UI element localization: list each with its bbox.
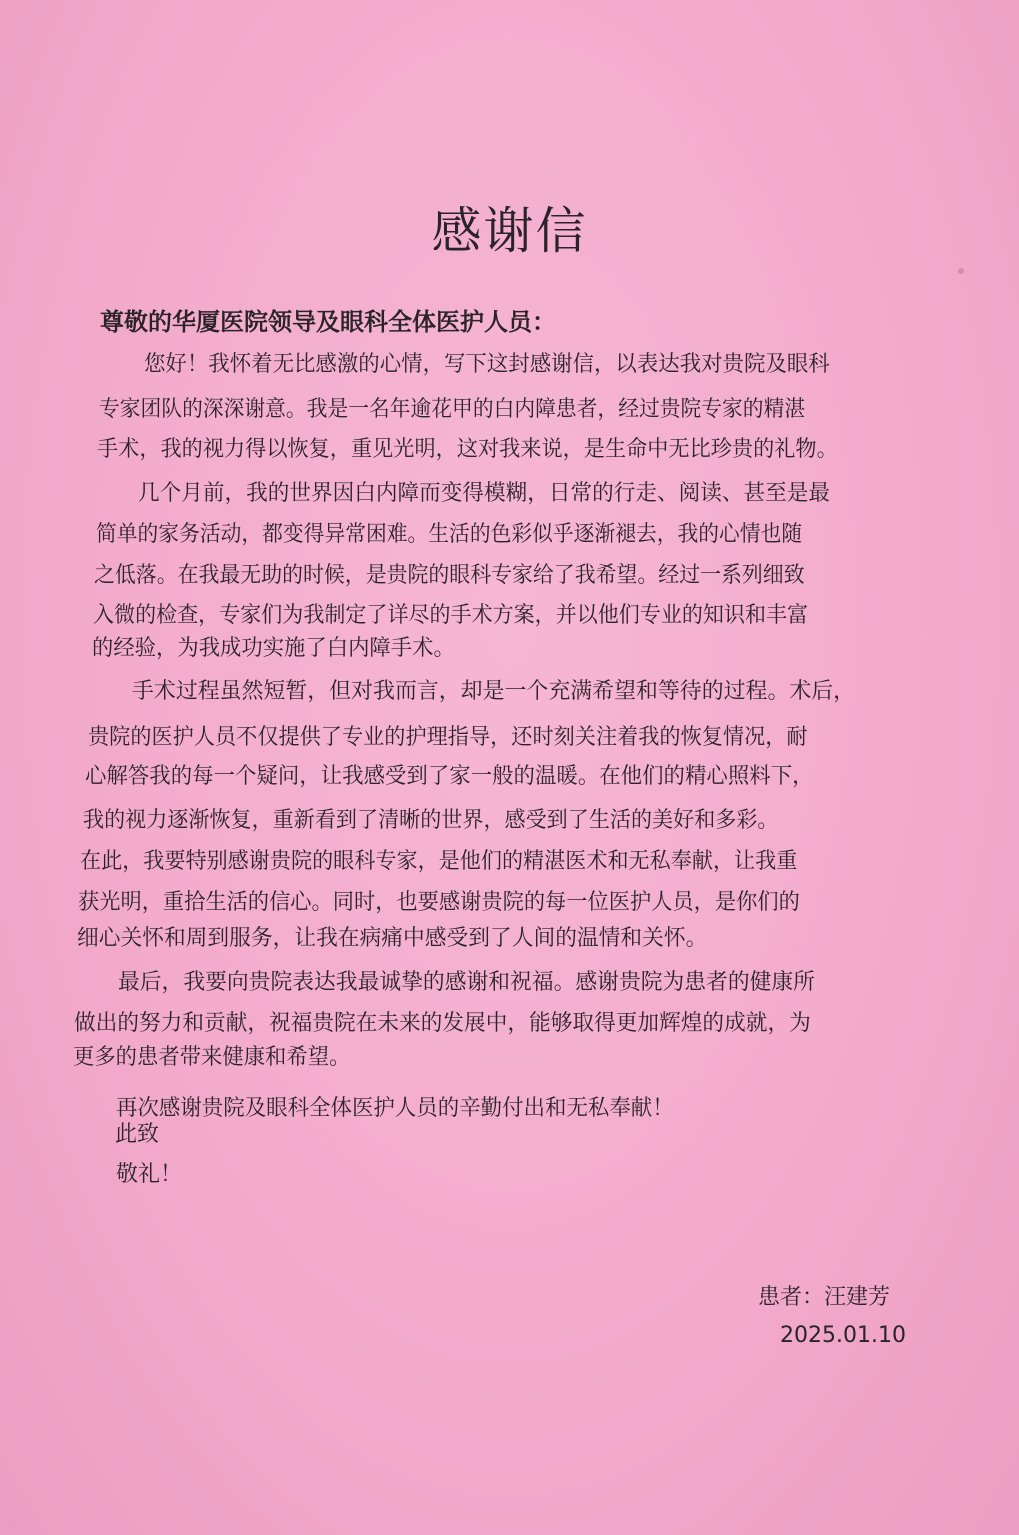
signature-patient: 患者：汪建芳 [758, 1285, 891, 1310]
closing-cizhi: 此致 [115, 1122, 160, 1147]
body-line-10: 贵院的医护人员不仅提供了专业的护理指导，还时刻关注着我的恢复情况，耐 [88, 725, 808, 750]
body-line-16: 最后，我要向贵院表达我最诚挚的感谢和祝福。感谢贵院为患者的健康所 [118, 970, 815, 995]
body-line-19: 再次感谢贵院及眼科全体医护人员的辛勤付出和无私奉献！ [116, 1096, 674, 1121]
body-line-8: 的经验，为我成功实施了白内障手术。 [92, 636, 455, 661]
body-line-11: 心解答我的每一个疑问，让我感受到了家一般的温暖。在他们的精心照料下， [85, 764, 814, 789]
closing-jingli: 敬礼！ [116, 1162, 183, 1187]
letter-title: 感谢信 [431, 202, 588, 260]
body-line-5: 简单的家务活动，都变得异常困难。生活的色彩似乎逐渐褪去，我的心情也随 [96, 522, 803, 547]
body-line-9: 手术过程虽然短暂，但对我而言，却是一个充满希望和等待的过程。术后， [132, 679, 856, 704]
letter-salutation: 尊敬的华厦医院领导及眼科全体医护人员： [100, 308, 556, 336]
body-line-13: 在此，我要特别感谢贵院的眼科专家，是他们的精湛医术和无私奉献，让我重 [80, 849, 798, 874]
body-line-14: 获光明，重拾生活的信心。同时，也要感谢贵院的每一位医护人员，是你们的 [78, 890, 800, 915]
body-line-2: 专家团队的深深谢意。我是一名年逾花甲的白内障患者，经过贵院专家的精湛 [99, 397, 806, 422]
body-line-4: 几个月前，我的世界因白内障而变得模糊，日常的行走、阅读、甚至是最 [138, 481, 831, 506]
body-line-15: 细心关怀和周到服务，让我在病痛中感受到了人间的温情和关怀。 [77, 926, 708, 951]
body-line-12: 我的视力逐渐恢复，重新看到了清晰的世界，感受到了生活的美好和多彩。 [83, 808, 779, 833]
body-line-18: 更多的患者带来健康和希望。 [73, 1045, 351, 1070]
paper-crease-mark [958, 268, 964, 274]
body-line-7: 入微的检查，专家们为我制定了详尽的手术方案，并以他们专业的知识和丰富 [93, 603, 809, 628]
body-line-3: 手术，我的视力得以恢复，重见光明，这对我来说，是生命中无比珍贵的礼物。 [97, 437, 838, 462]
body-line-1: 您好！我怀着无比感激的心情，写下这封感谢信，以表达我对贵院及眼科 [144, 352, 830, 377]
signature-date: 2025.01.10 [780, 1323, 906, 1348]
body-line-17: 做出的努力和贡献，祝福贵院在未来的发展中，能够取得更加辉煌的成就，为 [74, 1011, 811, 1036]
body-line-6: 之低落。在我最无助的时候，是贵院的眼科专家给了我希望。经过一系列细致 [94, 563, 805, 588]
